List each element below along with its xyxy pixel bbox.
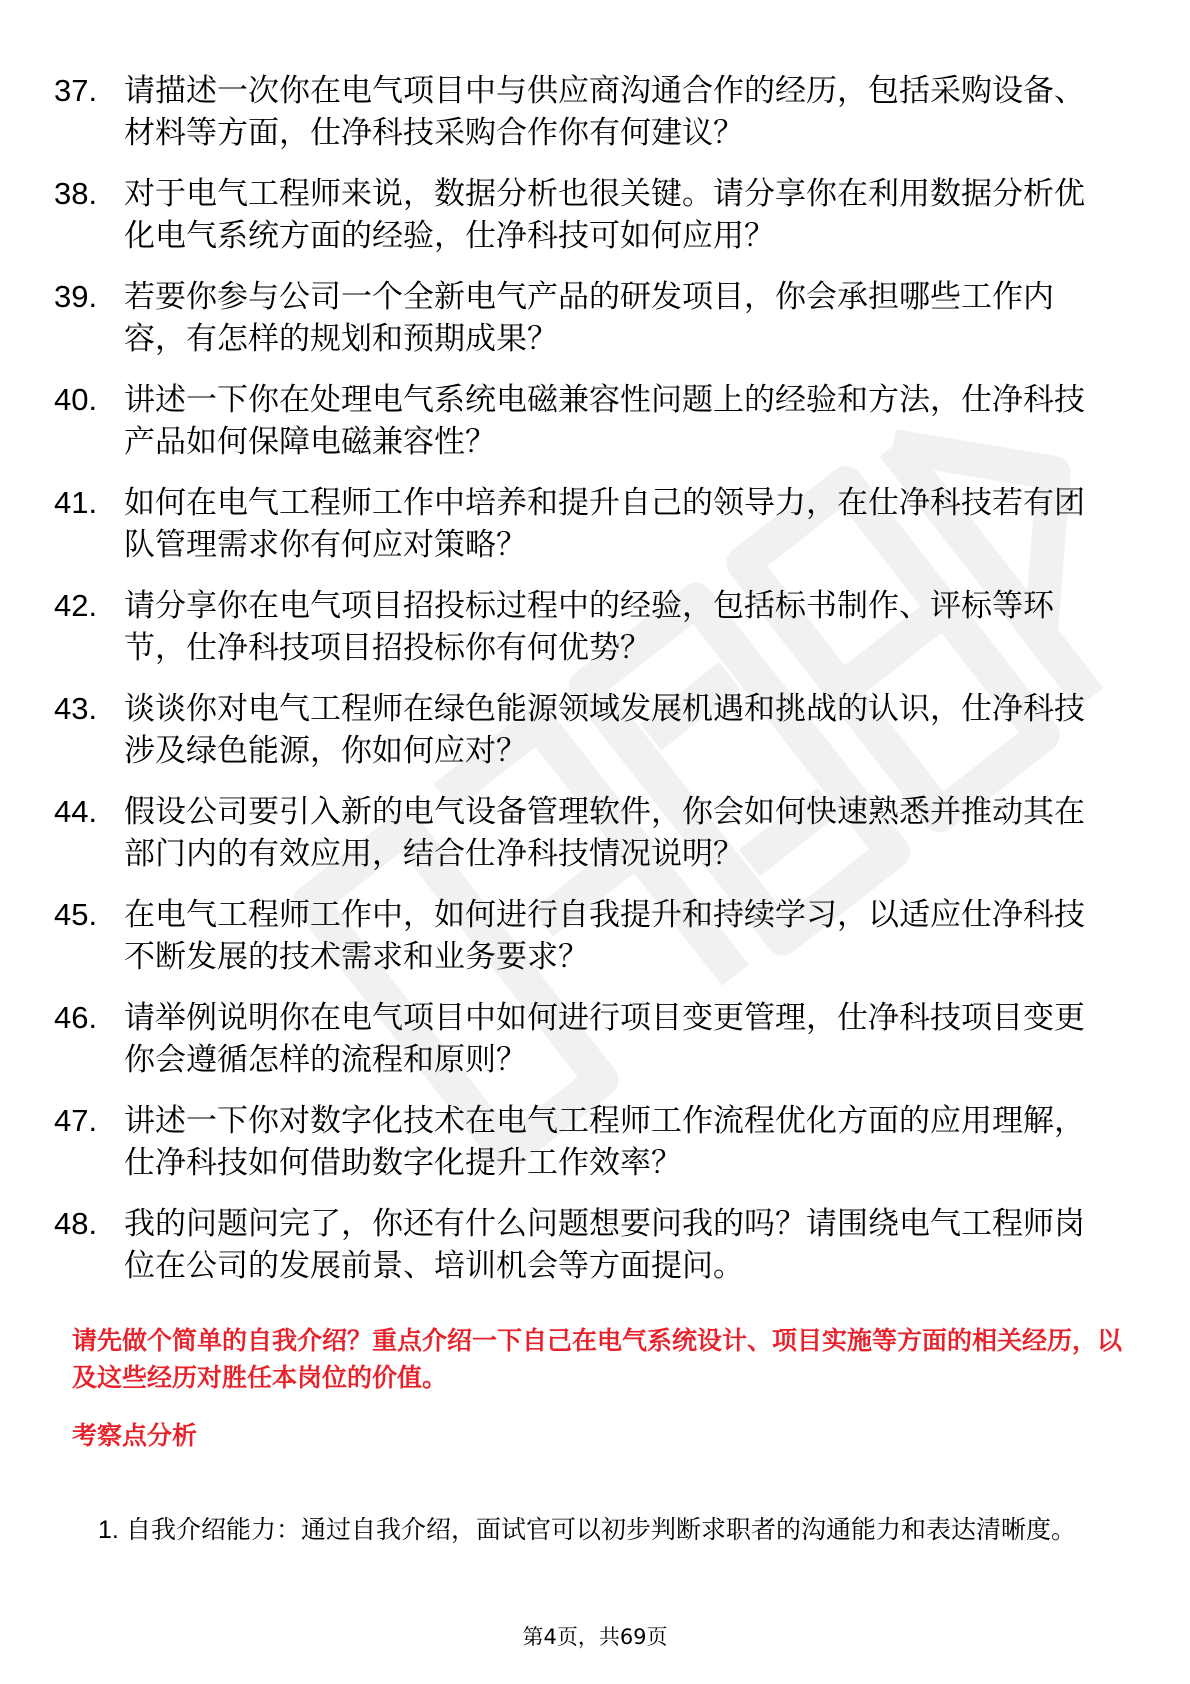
question-item bbox=[54, 791, 1114, 875]
question-number: 46. bbox=[54, 1000, 98, 1035]
question-number: 44. bbox=[54, 794, 98, 829]
question-number: 39. bbox=[54, 279, 98, 314]
question-number: 48. bbox=[54, 1206, 98, 1241]
analysis-number: 1. bbox=[98, 1516, 119, 1544]
question-text: 如何在电气工程师工作中培养和提升自己的领导力，在仕净科技若有团队管理需求你有何应对策略？ bbox=[124, 485, 1085, 563]
analysis-list bbox=[98, 1500, 1118, 1560]
question-number: 41. bbox=[54, 485, 98, 520]
question-number: 42. bbox=[54, 588, 98, 623]
page-number-label: 第4页，共69页 bbox=[522, 1625, 668, 1649]
question-text: 对于电气工程师来说，数据分析也很关键。请分享你在利用数据分析优化电气系统方面的经验，仕净科技可如何应用？ bbox=[124, 176, 1085, 254]
question-text: 假设公司要引入新的电气设备管理软件，你会如何快速熟悉并推动其在部门内的有效应用，结合仕净科技情况说明？ bbox=[124, 794, 1085, 872]
question-text: 讲述一下你对数字化技术在电气工程师工作流程优化方面的应用理解，仕净科技如何借助数字化提升工作效率？ bbox=[124, 1103, 1085, 1181]
question-item bbox=[54, 276, 1114, 360]
question-item bbox=[54, 688, 1114, 772]
question-item bbox=[54, 379, 1114, 463]
question-text: 请分享你在电气项目招投标过程中的经验，包括标书制作、评标等环节，仕净科技项目招投标你有何优势？ bbox=[124, 588, 1054, 666]
question-number: 38. bbox=[54, 176, 98, 211]
question-item bbox=[54, 70, 1114, 154]
question-item bbox=[54, 585, 1114, 669]
question-item bbox=[54, 1203, 1114, 1287]
question-text: 请描述一次你在电气项目中与供应商沟通合作的经历，包括采购设备、材料等方面，仕净科技采购合作你有何建议？ bbox=[124, 73, 1085, 151]
question-text: 讲述一下你在处理电气系统电磁兼容性问题上的经验和方法，仕净科技产品如何保障电磁兼容性？ bbox=[124, 382, 1085, 460]
question-text: 若要你参与公司一个全新电气产品的研发项目，你会承担哪些工作内容，有怎样的规划和预期成果？ bbox=[124, 279, 1054, 357]
analysis-item bbox=[98, 1500, 1118, 1560]
question-text: 我的问题问完了，你还有什么问题想要问我的吗？请围绕电气工程师岗位在公司的发展前景、培训机会等方面提问。 bbox=[124, 1206, 1085, 1284]
question-number: 37. bbox=[54, 73, 98, 108]
question-number: 43. bbox=[54, 691, 98, 726]
analysis-text: 自我介绍能力：通过自我介绍，面试官可以初步判断求职者的沟通能力和表达清晰度。 bbox=[126, 1515, 1077, 1544]
question-item bbox=[54, 482, 1114, 566]
question-item bbox=[54, 1100, 1114, 1184]
question-number: 47. bbox=[54, 1103, 98, 1138]
question-item bbox=[54, 997, 1114, 1081]
question-text: 请举例说明你在电气项目中如何进行项目变更管理，仕净科技项目变更你会遵循怎样的流程和原则？ bbox=[124, 1000, 1085, 1078]
highlight-question: 请先做个简单的自我介绍？重点介绍一下自己在电气系统设计、项目实施等方面的相关经历，以及这些经历对胜任本岗位的价值。 bbox=[72, 1326, 1123, 1392]
question-item bbox=[54, 894, 1114, 978]
question-text: 在电气工程师工作中，如何进行自我提升和持续学习，以适应仕净科技不断发展的技术需求和业务要求？ bbox=[124, 897, 1085, 975]
question-item bbox=[54, 173, 1114, 257]
question-number: 40. bbox=[54, 382, 98, 417]
page-footer bbox=[0, 1622, 1190, 1652]
question-list bbox=[54, 70, 1114, 1306]
question-number: 45. bbox=[54, 897, 98, 932]
question-text: 谈谈你对电气工程师在绿色能源领域发展机遇和挑战的认识，仕净科技涉及绿色能源，你如何应对？ bbox=[124, 691, 1085, 769]
analysis-heading: 考察点分析 bbox=[72, 1421, 198, 1450]
